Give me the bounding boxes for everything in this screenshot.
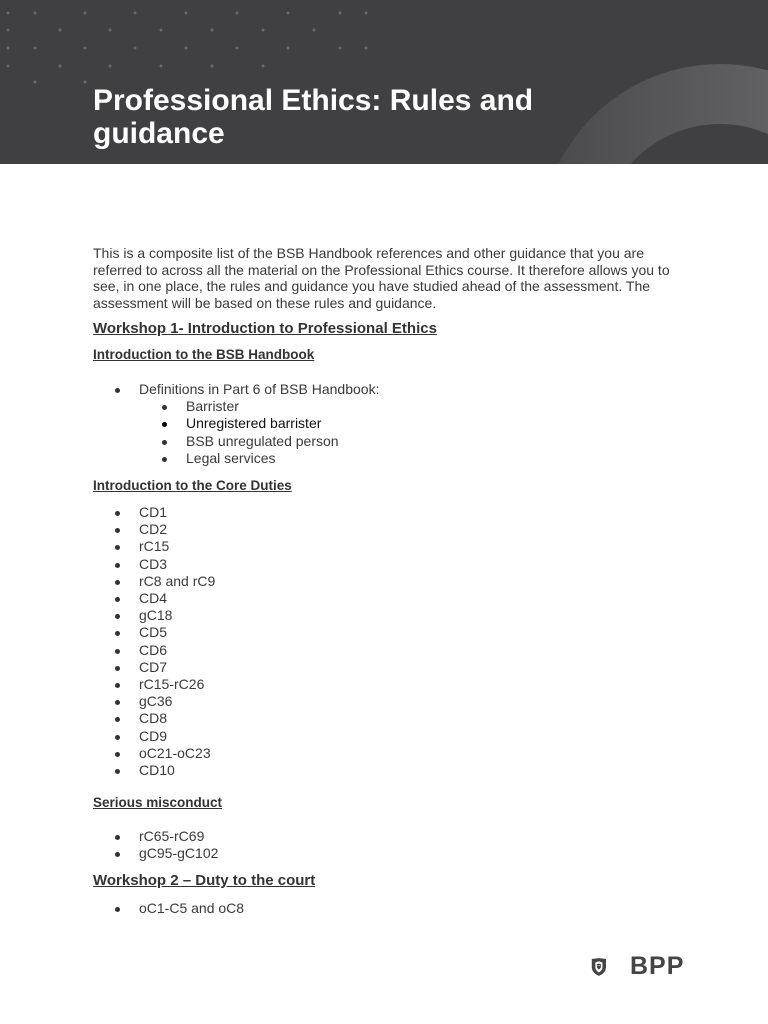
list-item: CD3 bbox=[93, 556, 673, 573]
list-item: gC36 bbox=[93, 693, 673, 710]
bullet-icon bbox=[115, 700, 120, 705]
list-item: oC21-oC23 bbox=[93, 745, 673, 762]
definitions-sublist bbox=[93, 398, 673, 467]
bullet-icon bbox=[162, 440, 167, 445]
bullet-icon bbox=[115, 717, 120, 722]
intro-paragraph: This is a composite list of the BSB Handbook references and other guidance that you are referred to across all the material on the Professional Ethics course. It therefore allows you to see, in one place, the rules and guidance you have studied ahead of the assessment. The assessment will be based on these rules and guidance. bbox=[93, 245, 670, 311]
workshop-2-list bbox=[93, 900, 673, 917]
list-item: rC65-rC69 bbox=[93, 828, 673, 845]
list-item: CD4 bbox=[93, 590, 673, 607]
brand-logo-text: BPP bbox=[630, 952, 685, 980]
list-item: oC1-C5 and oC8 bbox=[93, 900, 673, 917]
bullet-icon bbox=[115, 907, 120, 912]
bullet-icon bbox=[115, 388, 120, 393]
list-item: CD8 bbox=[93, 710, 673, 727]
page-header bbox=[0, 0, 768, 164]
list-item: rC15-rC26 bbox=[93, 676, 673, 693]
core-duties-list bbox=[93, 504, 673, 779]
list-item: BSB unregulated person bbox=[93, 433, 673, 450]
bullet-icon bbox=[115, 528, 120, 533]
bullet-icon bbox=[115, 683, 120, 688]
list-item: CD10 bbox=[93, 762, 673, 779]
bullet-icon bbox=[115, 597, 120, 602]
bullet-icon bbox=[115, 752, 120, 757]
bullet-icon bbox=[162, 405, 167, 410]
list-item: Legal services bbox=[93, 450, 673, 467]
bullet-icon bbox=[115, 835, 120, 840]
serious-misconduct-heading: Serious misconduct bbox=[93, 795, 223, 811]
lion-shield-icon bbox=[590, 945, 630, 989]
list-item: CD5 bbox=[93, 624, 673, 641]
workshop-2-heading: Workshop 2 – Duty to the court bbox=[93, 871, 316, 889]
bullet-icon bbox=[162, 422, 167, 427]
bullet-icon bbox=[162, 457, 167, 462]
page-title: Professional Ethics: Rules and guidance bbox=[93, 84, 534, 150]
list-item: rC15 bbox=[93, 538, 673, 555]
bsb-handbook-heading: Introduction to the BSB Handbook bbox=[93, 347, 315, 362]
list-item: Unregistered barrister bbox=[93, 415, 673, 432]
bullet-icon bbox=[115, 511, 120, 516]
list-item: Definitions in Part 6 of BSB Handbook: bbox=[93, 381, 673, 398]
list-item: gC95-gC102 bbox=[93, 845, 673, 862]
bullet-icon bbox=[115, 666, 120, 671]
list-item: gC18 bbox=[93, 607, 673, 624]
bullet-icon bbox=[115, 631, 120, 636]
list-item: CD9 bbox=[93, 728, 673, 745]
list-item: rC8 and rC9 bbox=[93, 573, 673, 590]
list-item: CD6 bbox=[93, 642, 673, 659]
bullet-icon bbox=[115, 735, 120, 740]
bullet-icon bbox=[115, 580, 120, 585]
bullet-icon bbox=[115, 852, 120, 857]
bullet-icon bbox=[115, 769, 120, 774]
list-item: CD7 bbox=[93, 659, 673, 676]
workshop-1-heading: Workshop 1- Introduction to Professional Ethics bbox=[93, 320, 437, 337]
dot-pattern-decoration bbox=[0, 0, 400, 90]
list-item: CD1 bbox=[93, 504, 673, 521]
bullet-icon bbox=[115, 649, 120, 654]
core-duties-heading: Introduction to the Core Duties bbox=[93, 478, 292, 494]
list-item: CD2 bbox=[93, 521, 673, 538]
misconduct-list bbox=[93, 828, 673, 862]
bullet-icon bbox=[115, 545, 120, 550]
bullet-icon bbox=[115, 614, 120, 619]
definitions-list bbox=[93, 381, 673, 398]
list-item: Barrister bbox=[93, 398, 673, 415]
document-body bbox=[93, 245, 673, 917]
bullet-icon bbox=[115, 563, 120, 568]
